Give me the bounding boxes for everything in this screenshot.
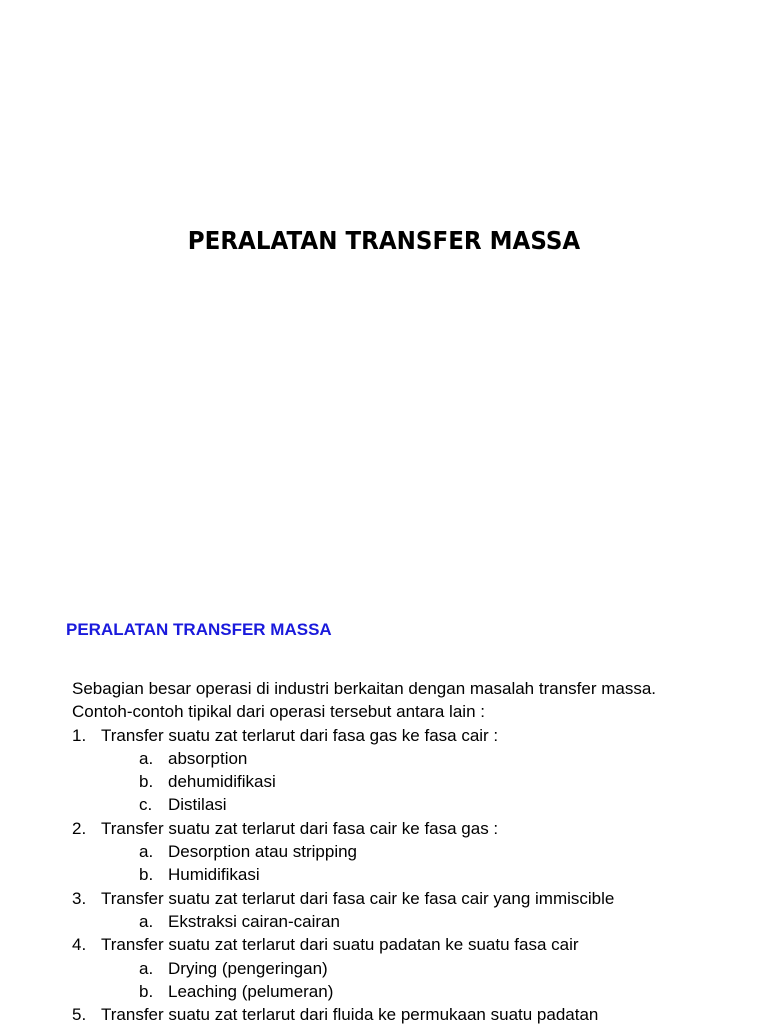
sub-list [101, 747, 712, 817]
slide-title: PERALATAN TRANSFER MASSA [187, 226, 581, 255]
sub-item-letter: a. [139, 842, 154, 862]
sub-item-text: Distilasi [168, 795, 227, 815]
sub-list-item [101, 840, 712, 863]
sub-item-letter: a. [139, 958, 154, 978]
sub-list [101, 957, 712, 1004]
sub-item-text: Desorption atau stripping [168, 842, 358, 862]
sub-list-item [101, 747, 712, 770]
sub-list-item [101, 957, 712, 980]
sub-item-letter: a. [139, 748, 154, 768]
item-number: 2. [72, 818, 87, 838]
sub-item-letter: c. [139, 795, 153, 815]
sub-item-text: dehumidifikasi [168, 772, 276, 792]
sub-item-letter: a. [139, 911, 154, 931]
item-number: 5. [72, 1005, 87, 1025]
list-item [72, 817, 712, 887]
item-text: Transfer suatu zat terlarut dari fasa cair ke fasa gas : [101, 818, 499, 838]
sub-item-letter: b. [139, 981, 154, 1001]
sub-item-text: Ekstraksi cairan-cairan [168, 911, 340, 931]
sub-list-item [101, 770, 712, 793]
sub-item-text: Leaching (pelumeran) [168, 981, 334, 1001]
item-text: Transfer suatu zat terlarut dari fasa cair ke fasa cair yang immiscible [101, 888, 615, 908]
sub-list [101, 840, 712, 887]
sub-item-letter: b. [139, 865, 154, 885]
intro-paragraph: Sebagian besar operasi di industri berkaitan dengan masalah transfer massa. Contoh-contoh tipikal dari operasi tersebut antara lain : [72, 679, 657, 722]
list-item [72, 933, 712, 1003]
section-heading: PERALATAN TRANSFER MASSA [66, 620, 332, 639]
sub-list-item [101, 793, 712, 816]
sub-list-item [101, 980, 712, 1003]
list-item [72, 887, 712, 934]
sub-item-text: absorption [168, 748, 248, 768]
list-item [72, 724, 712, 817]
item-number: 4. [72, 935, 87, 955]
item-text: Transfer suatu zat terlarut dari suatu padatan ke suatu fasa cair [101, 935, 579, 955]
sub-list [101, 910, 712, 933]
item-text: Transfer suatu zat terlarut dari fasa gas ke fasa cair : [101, 725, 499, 745]
list-item [72, 1003, 712, 1026]
sub-item-letter: b. [139, 772, 154, 792]
sub-list-item [101, 863, 712, 886]
sub-item-text: Humidifikasi [168, 865, 260, 885]
item-text: Transfer suatu zat terlarut dari fluida ke permukaan suatu padatan [101, 1005, 599, 1025]
item-number: 3. [72, 888, 87, 908]
slide-body [72, 677, 712, 1026]
sub-item-text: Drying (pengeringan) [168, 958, 328, 978]
operations-list [72, 724, 712, 1026]
item-number: 1. [72, 725, 87, 745]
sub-list-item [101, 910, 712, 933]
